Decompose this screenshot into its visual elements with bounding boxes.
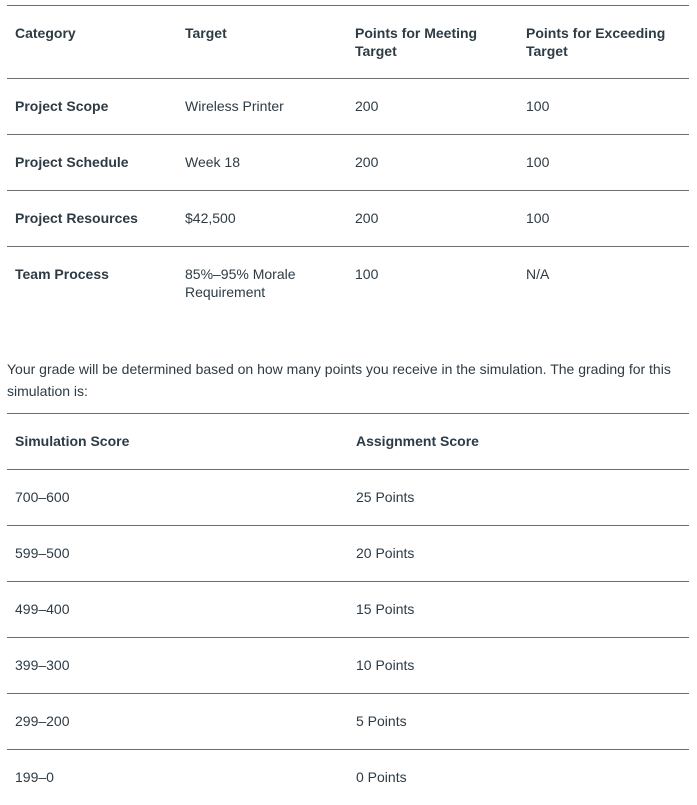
header-points-exceeding: Points for Exceeding Target xyxy=(518,6,689,79)
assignment-score-cell: 10 Points xyxy=(348,638,689,694)
header-simulation-score: Simulation Score xyxy=(7,414,348,470)
table-row xyxy=(7,470,689,526)
exceeding-points-cell: N/A xyxy=(518,247,689,346)
table-row xyxy=(7,526,689,582)
meeting-points-cell: 200 xyxy=(347,79,518,135)
assignment-score-cell: 20 Points xyxy=(348,526,689,582)
target-cell: $42,500 xyxy=(177,191,347,247)
category-cell: Project Schedule xyxy=(7,135,177,191)
grading-table xyxy=(7,413,689,805)
category-cell: Project Scope xyxy=(7,79,177,135)
assignment-score-cell: 0 Points xyxy=(348,750,689,805)
target-cell: Wireless Printer xyxy=(177,79,347,135)
meeting-points-cell: 100 xyxy=(347,247,518,346)
simulation-score-cell: 199–0 xyxy=(7,750,348,805)
table-row xyxy=(7,247,689,346)
table-row xyxy=(7,135,689,191)
category-cell: Project Resources xyxy=(7,191,177,247)
simulation-score-cell: 399–300 xyxy=(7,638,348,694)
meeting-points-cell: 200 xyxy=(347,191,518,247)
header-target: Target xyxy=(177,6,347,79)
simulation-score-cell: 700–600 xyxy=(7,470,348,526)
assignment-score-cell: 5 Points xyxy=(348,694,689,750)
target-cell: 85%–95% Morale Requirement xyxy=(177,247,347,346)
category-cell: Team Process xyxy=(7,247,177,346)
table-row xyxy=(7,79,689,135)
table-row xyxy=(7,191,689,247)
table-row xyxy=(7,750,689,805)
header-category: Category xyxy=(7,6,177,79)
assignment-score-cell: 15 Points xyxy=(348,582,689,638)
exceeding-points-cell: 100 xyxy=(518,79,689,135)
grading-paragraph: Your grade will be determined based on how many points you receive in the simulation. The grading for this simulation is: xyxy=(7,358,689,402)
header-points-meeting: Points for Meeting Target xyxy=(347,6,518,79)
target-cell: Week 18 xyxy=(177,135,347,191)
exceeding-points-cell: 100 xyxy=(518,191,689,247)
grading-header-row xyxy=(7,414,689,470)
exceeding-points-cell: 100 xyxy=(518,135,689,191)
header-assignment-score: Assignment Score xyxy=(348,414,689,470)
meeting-points-cell: 200 xyxy=(347,135,518,191)
simulation-score-cell: 299–200 xyxy=(7,694,348,750)
table-row xyxy=(7,638,689,694)
simulation-score-cell: 599–500 xyxy=(7,526,348,582)
table-row xyxy=(7,694,689,750)
table-row xyxy=(7,582,689,638)
targets-table xyxy=(7,5,689,345)
assignment-score-cell: 25 Points xyxy=(348,470,689,526)
targets-header-row xyxy=(7,6,689,79)
simulation-score-cell: 499–400 xyxy=(7,582,348,638)
